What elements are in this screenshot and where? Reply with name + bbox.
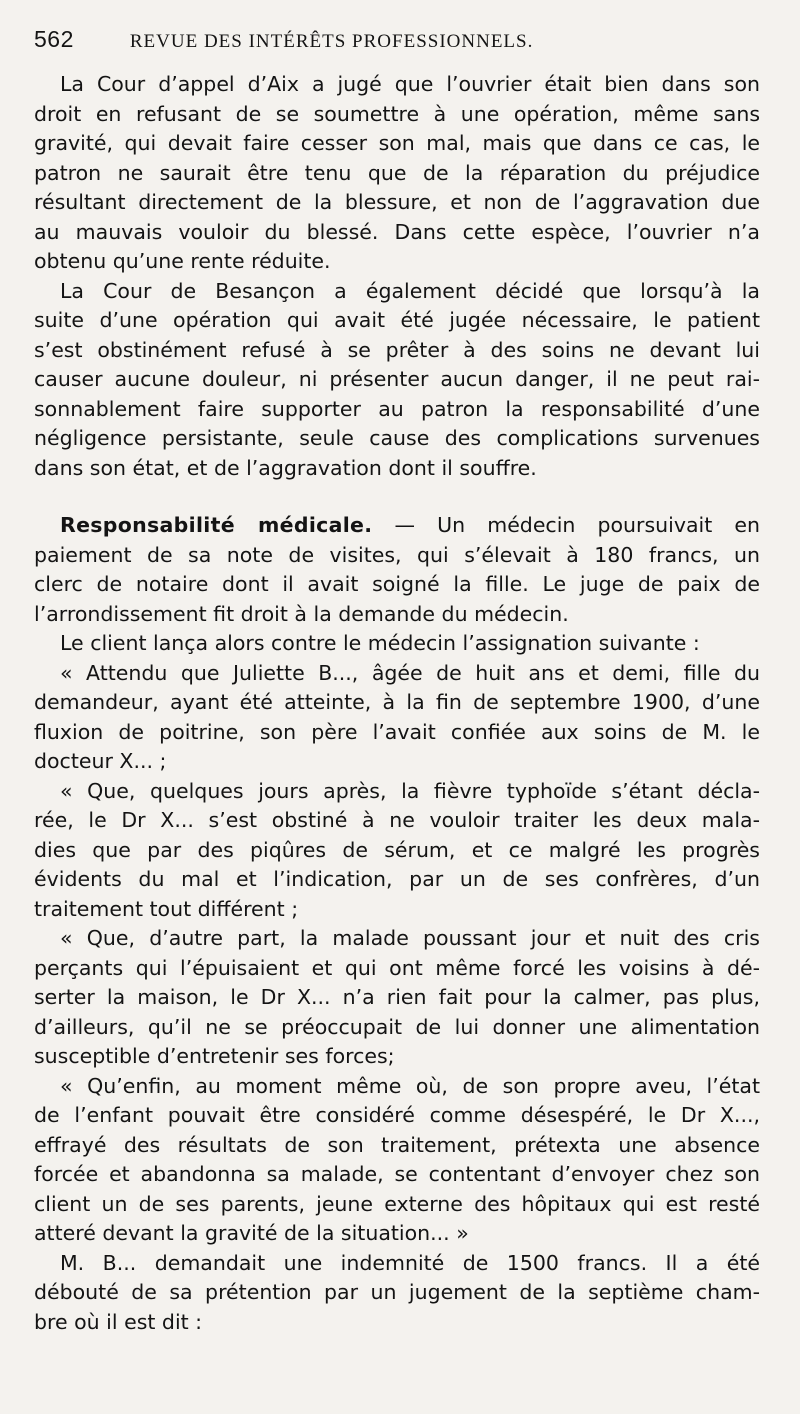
paragraph-assignation [34, 629, 760, 659]
text-line: au mauvais vouloir du blessé. Dans cette espèce, l’ouvrier n’a [34, 219, 760, 244]
text-line: atteré devant la gravité de la situation... » [34, 1221, 469, 1245]
text-line: obtenu qu’une rente réduite. [34, 249, 331, 273]
text-line: demandeur, ayant été atteinte, à la fin de septembre 1900, d’une [34, 690, 760, 714]
text-line: docteur X... ; [34, 749, 167, 773]
text-line: droit en refusant de se soumettre à une opération, même sans [34, 101, 760, 126]
text-line: serter la maison, le Dr X... n’a rien fait pour la calmer, pas plus, [34, 985, 760, 1009]
text-line: susceptible d’entretenir ses forces; [34, 1044, 395, 1068]
text-line: s’est obstinément refusé à se prêter à des soins ne devant lui [34, 337, 760, 362]
text-line: dans son état, et de l’aggravation dont il souffre. [34, 455, 537, 480]
text-line: « Que, quelques jours après, la fièvre typhoïde s’étant décla- [60, 778, 760, 803]
text-line [34, 511, 760, 541]
section-heading: Responsabilité médicale. [60, 513, 373, 537]
text-line: La Cour d’appel d’Aix a jugé que l’ouvrier était bien dans son [60, 72, 760, 96]
text-line: dies que par des piqûres de sérum, et ce malgré les progrès [34, 837, 760, 862]
section-gap [34, 483, 760, 511]
text-line: Le client lança alors contre le médecin l’assignation suivante : [60, 631, 700, 655]
text-line: négligence persistante, seule cause des complications survenues [34, 426, 760, 450]
text-line: perçants qui l’épuisaient et qui ont même forcé les voisins à dé- [34, 955, 760, 980]
text-line: paiement de sa note de visites, qui s’élevait à 180 francs, un [34, 542, 760, 567]
text-line: évidents du mal et l’indication, par un de ses confrères, d’un [34, 867, 760, 891]
text-line: l’arrondissement fit droit à la demande du médecin. [34, 601, 569, 626]
text-line: suite d’une opération qui avait été jugée nécessaire, le patient [34, 308, 760, 332]
text-line: gravité, qui devait faire cesser son mal, mais que dans ce cas, le [34, 131, 760, 155]
paragraph-cour-aix [34, 70, 760, 277]
text-line: causer aucune douleur, ni présenter aucun danger, il ne peut rai- [34, 367, 760, 391]
journal-title: REVUE DES INTÉRÊTS PROFESSIONNELS. [129, 31, 534, 52]
running-head [34, 26, 760, 70]
text-line: sonnablement faire supporter au patron la responsabilité d’une [34, 396, 760, 421]
text-line: « Qu’enfin, au moment même où, de son propre aveu, l’état [60, 1073, 760, 1098]
text-line: traitement tout différent ; [34, 896, 299, 921]
text-line: client un de ses parents, jeune externe des hôpitaux qui est resté [34, 1191, 760, 1216]
text-line: « Que, d’autre part, la malade poussant jour et nuit des cris [60, 926, 760, 950]
text-line: patron ne saurait être tenu que de la réparation du préjudice [34, 160, 760, 185]
page-number: 562 [34, 26, 74, 52]
quote-qu-enfin [34, 1072, 760, 1249]
text-line: forcée et abandonna sa malade, se contentant d’envoyer chez son [34, 1162, 760, 1186]
text-line: bre où il est dit : [34, 1309, 203, 1334]
heading-continuation: — Un médecin poursuivait en [372, 513, 761, 537]
text-line: rée, le Dr X... s’est obstiné à ne vouloir traiter les deux mala- [34, 808, 760, 832]
paragraph-indemnite [34, 1249, 760, 1338]
text-line: débouté de sa prétention par un jugement de la septième cham- [34, 1280, 760, 1304]
text-line: résultant directement de la blessure, et non de l’aggravation due [34, 190, 760, 214]
paragraph-cour-besancon [34, 277, 760, 484]
text-line: La Cour de Besançon a également décidé que lorsqu’à la [60, 278, 760, 303]
quote-attendu [34, 659, 760, 777]
quote-cris-percants [34, 924, 760, 1072]
text-line: fluxion de poitrine, son père l’avait confiée aux soins de M. le [34, 719, 760, 744]
text-line: d’ailleurs, qu’il ne se préoccupait de lui donner une alimentation [34, 1014, 760, 1039]
paragraph-responsabilite-medicale [34, 511, 760, 629]
text-line: de l’enfant pouvait être considéré comme désespéré, le Dr X..., [34, 1103, 760, 1127]
quote-fievre-typhoide [34, 777, 760, 925]
text-line: « Attendu que Juliette B..., âgée de huit ans et demi, fille du [60, 660, 760, 685]
text-line: M. B... demandait une indemnité de 1500 francs. Il a été [60, 1250, 760, 1275]
text-line: clerc de notaire dont il avait soigné la fille. Le juge de paix de [34, 572, 760, 596]
text-line: effrayé des résultats de son traitement, prétexta une absence [34, 1132, 760, 1157]
